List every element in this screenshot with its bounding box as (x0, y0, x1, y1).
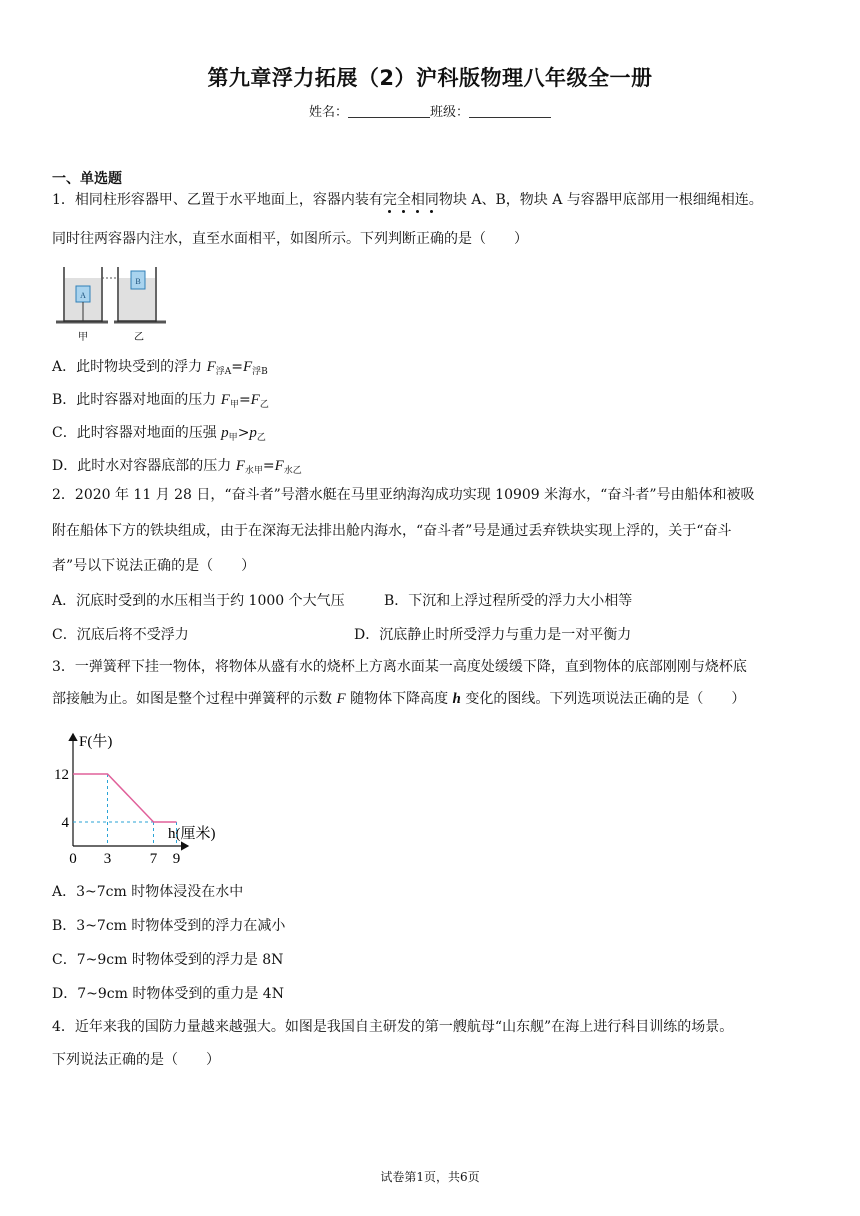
x-axis-label: h(厘米) (168, 826, 216, 842)
block-b-label: B (135, 277, 141, 286)
q3-option-c[interactable]: C．7~9cm 时物体受到的浮力是 8N (52, 952, 284, 968)
q3-force-height-chart (52, 728, 232, 868)
q3-stem-line2: 部接触为止。如图是整个过程中弹簧秤的示数 F 随物体下降高度 h 变化的图线。下列选项说法正确的是（ ） (52, 691, 746, 707)
x-tick-9: 9 (172, 851, 181, 867)
page-title: 第九章浮力拓展（2）沪科版物理八年级全一册 (207, 66, 653, 90)
q1-option-a[interactable]: A．此时物块受到的浮力 $F_{浮A}=F_{浮B}$ (52, 359, 268, 377)
name-label: 姓名： (308, 105, 348, 120)
q4-stem-line1: 4．近年来我的国防力量越来越强大。如图是我国自主研发的第一艘航母“山东舰”在海上进行科目训练的场景。 (52, 1019, 734, 1035)
force-series-line (73, 774, 177, 822)
x-tick-7: 7 (149, 851, 158, 867)
q1-figure (56, 262, 176, 346)
q3-option-b[interactable]: B．3~7cm 时物体受到的浮力在减小 (52, 918, 286, 934)
label-jia: 甲 (78, 332, 88, 343)
q1-option-c[interactable]: C．此时容器对地面的压强 $p_甲>p_乙$ (52, 425, 266, 443)
y-axis-label: F(牛) (79, 734, 113, 750)
q2-option-a[interactable]: A．沉底时受到的水压相当于约 1000 个大气压 (52, 593, 345, 609)
q2-option-c[interactable]: C．沉底后将不受浮力 (52, 627, 189, 643)
q2-stem-line3: 者”号以下说法正确的是（ ） (52, 558, 256, 574)
y-tick-12: 12 (54, 767, 69, 783)
name-blank[interactable] (348, 105, 430, 118)
q2-stem-line2: 附在船体下方的铁块组成，由于在深海无法排出舱内海水，“奋斗者”号是通过丢弃铁块实现上浮的，关于“奋斗 (52, 523, 732, 539)
class-blank[interactable] (469, 105, 551, 118)
q3-option-a[interactable]: A．3~7cm 时物体浸没在水中 (52, 884, 244, 900)
q3-stem-line1: 3．一弹簧秤下挂一物体，将物体从盛有水的烧杯上方离水面某一高度处缓缓下降，直到物体的底部刚刚与烧杯底 (52, 659, 747, 675)
q3-option-d[interactable]: D．7~9cm 时物体受到的重力是 4N (52, 986, 284, 1002)
x-tick-3: 3 (103, 851, 112, 867)
q2-option-b[interactable]: B．下沉和上浮过程所受的浮力大小相等 (384, 593, 633, 609)
section-heading: 一、单选题 (52, 171, 122, 187)
q2-option-d[interactable]: D．沉底静止时所受浮力与重力是一对平衡力 (354, 627, 632, 643)
page-footer: 试卷第1页，共6页 (380, 1170, 480, 1184)
label-yi: 乙 (134, 332, 144, 343)
q4-stem-line2: 下列说法正确的是（ ） (52, 1052, 220, 1068)
x-tick-0: 0 (69, 851, 77, 867)
q2-stem-line1: 2．2020 年 11 月 28 日，“奋斗者”号潜水艇在马里亚纳海沟成功实现 10909 米海水，“奋斗者”号由船体和被吸 (52, 487, 755, 503)
name-class-line (0, 101, 860, 120)
q1-stem-line1: 1．相同柱形容器甲、乙置于水平地面上，容器内装有完全相同物块 A、B，物块 A 与容器甲底部用一根细绳相连。 (52, 192, 763, 208)
y-tick-4: 4 (61, 815, 69, 831)
q1-stem-line2: 同时往两容器内注水，直至水面相平，如图所示。下列判断正确的是（ ） (52, 231, 528, 247)
q1-option-b[interactable]: B．此时容器对地面的压力 $F_甲=F_乙$ (52, 392, 269, 410)
q1-option-d[interactable]: D．此时水对容器底部的压力 $F_{水甲}=F_{水乙}$ (52, 458, 302, 476)
block-a-label: A (80, 291, 86, 300)
class-label: 班级： (430, 105, 470, 120)
